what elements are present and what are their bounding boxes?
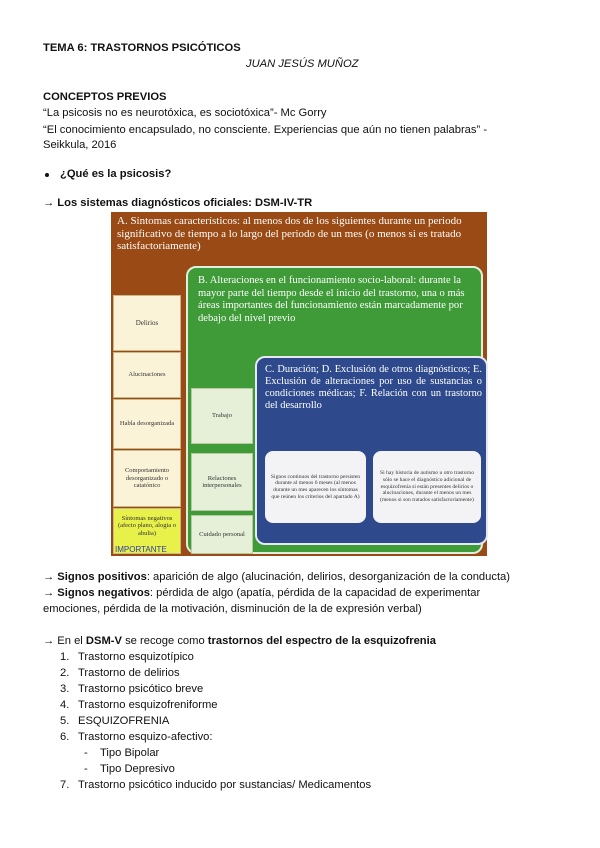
- dsm-iv-heading: [43, 197, 312, 209]
- arrow-icon: →: [43, 635, 55, 647]
- dsm-v-line: [43, 635, 436, 647]
- criterion-c-text: C. Duración; D. Exclusión de otros diagnósticos; E. Exclusión de alteraciones por uso de sustancias o condiciones médicas; F. Relación con un trastorno del desarrollo: [265, 364, 482, 412]
- positive-signs-text: : aparición de algo (alucinación, delirios, desorganización de la conducta): [146, 571, 511, 583]
- bullet-dot: [45, 173, 49, 177]
- positive-signs-label: Signos positivos: [57, 571, 147, 583]
- dsm-criteria-diagram: [111, 212, 487, 556]
- arrow-icon: →: [43, 197, 55, 209]
- area-cuidado: Cuidado personal: [191, 515, 253, 554]
- area-trabajo: Trabajo: [191, 388, 253, 444]
- criterion-b-text: B. Alteraciones en el funcionamiento socio-laboral: durante la mayor parte del tiempo desde el inicio del trastorno, una o más áreas importantes del funcionamiento están marcadamente por debajo del nivel previo: [198, 275, 465, 324]
- list-item: 2. Trastorno de delirios: [60, 667, 180, 679]
- concepts-heading: CONCEPTOS PREVIOS: [43, 91, 167, 103]
- criterion-c-box: [255, 356, 488, 545]
- symptom-habla: Habla desorganizada: [113, 399, 181, 449]
- symptom-comportamiento: Comportamiento desorganizado o catatónico: [113, 450, 181, 507]
- development-box: Si hay historia de autismo u otro trastorno sólo se hace el diagnóstico adicional de esquizofrenia si están presentes delirios o alucinaciones, durante el menos un mes (menos si son tratados satisfactoriamente): [373, 451, 481, 523]
- spectrum-label: trastornos del espectro de la esquizofrenia: [207, 635, 436, 647]
- negative-signs-text: : pérdida de algo (apatía, pérdida de la capacidad de experimentar: [149, 587, 481, 599]
- quote-seikkula-source: Seikkula, 2016: [43, 139, 117, 151]
- dsm-iv-heading-text: Los sistemas diagnósticos oficiales: DSM-IV-TR: [57, 197, 313, 209]
- dsm-v-label: DSM-V: [85, 635, 122, 647]
- important-label: IMPORTANTE: [115, 545, 167, 554]
- document-title: TEMA 6: TRASTORNOS PSICÓTICOS: [43, 42, 241, 54]
- arrow-icon: →: [43, 571, 55, 583]
- psychosis-question: ¿Qué es la psicosis?: [60, 168, 172, 180]
- symptom-alucinaciones: Alucinaciones: [113, 352, 181, 398]
- quote-seikkula: “El conocimiento encapsulado, no consciente. Experiencias que aún no tienen palabras” -: [43, 124, 488, 136]
- negative-signs-line: [43, 587, 480, 599]
- sublist-item: - Tipo Depresivo: [84, 763, 175, 775]
- arrow-icon: →: [43, 587, 55, 599]
- list-item: 6. Trastorno esquizo-afectivo:: [60, 731, 213, 743]
- dsm-v-mid: se recoge como: [121, 635, 208, 647]
- list-item: 3. Trastorno psicótico breve: [60, 683, 204, 695]
- duration-box: Signos continuos del trastorno persisten durante al menos 6 meses (al menos durante un mes aparecen los síntomas que reúnen los criterios del apartado A): [265, 451, 366, 523]
- dsm-v-pre: En el: [54, 635, 86, 647]
- negative-signs-continuation: emociones, pérdida de la motivación, disminución de la de expresión verbal): [43, 603, 422, 615]
- symptom-negativos-text: Síntomas negativos (afecto plano, alogia o abulia): [117, 515, 177, 537]
- quote-mcgorry: “La psicosis no es neurotóxica, es sociotóxica”- Mc Gorry: [43, 107, 327, 119]
- negative-signs-label: Signos negativos: [57, 587, 150, 599]
- positive-signs-line: [43, 571, 510, 583]
- sublist-item: - Tipo Bipolar: [84, 747, 160, 759]
- criterion-a-text: A. Síntomas característicos: al menos dos de los siguientes durante un periodo significativo de tiempo a lo largo del periodo de un mes (o menos si es tratado satisfactoriamente): [117, 215, 462, 253]
- symptom-delirios: Delirios: [113, 295, 181, 351]
- list-item: 4. Trastorno esquizofreniforme: [60, 699, 218, 711]
- list-item: 7. Trastorno psicótico inducido por sustancias/ Medicamentos: [60, 779, 372, 791]
- area-relaciones: Relaciones interpersonales: [191, 453, 253, 511]
- list-item: 5. ESQUIZOFRENIA: [60, 715, 170, 727]
- list-item: 1. Trastorno esquizotípico: [60, 651, 194, 663]
- author-name: JUAN JESÚS MUÑOZ: [246, 58, 359, 70]
